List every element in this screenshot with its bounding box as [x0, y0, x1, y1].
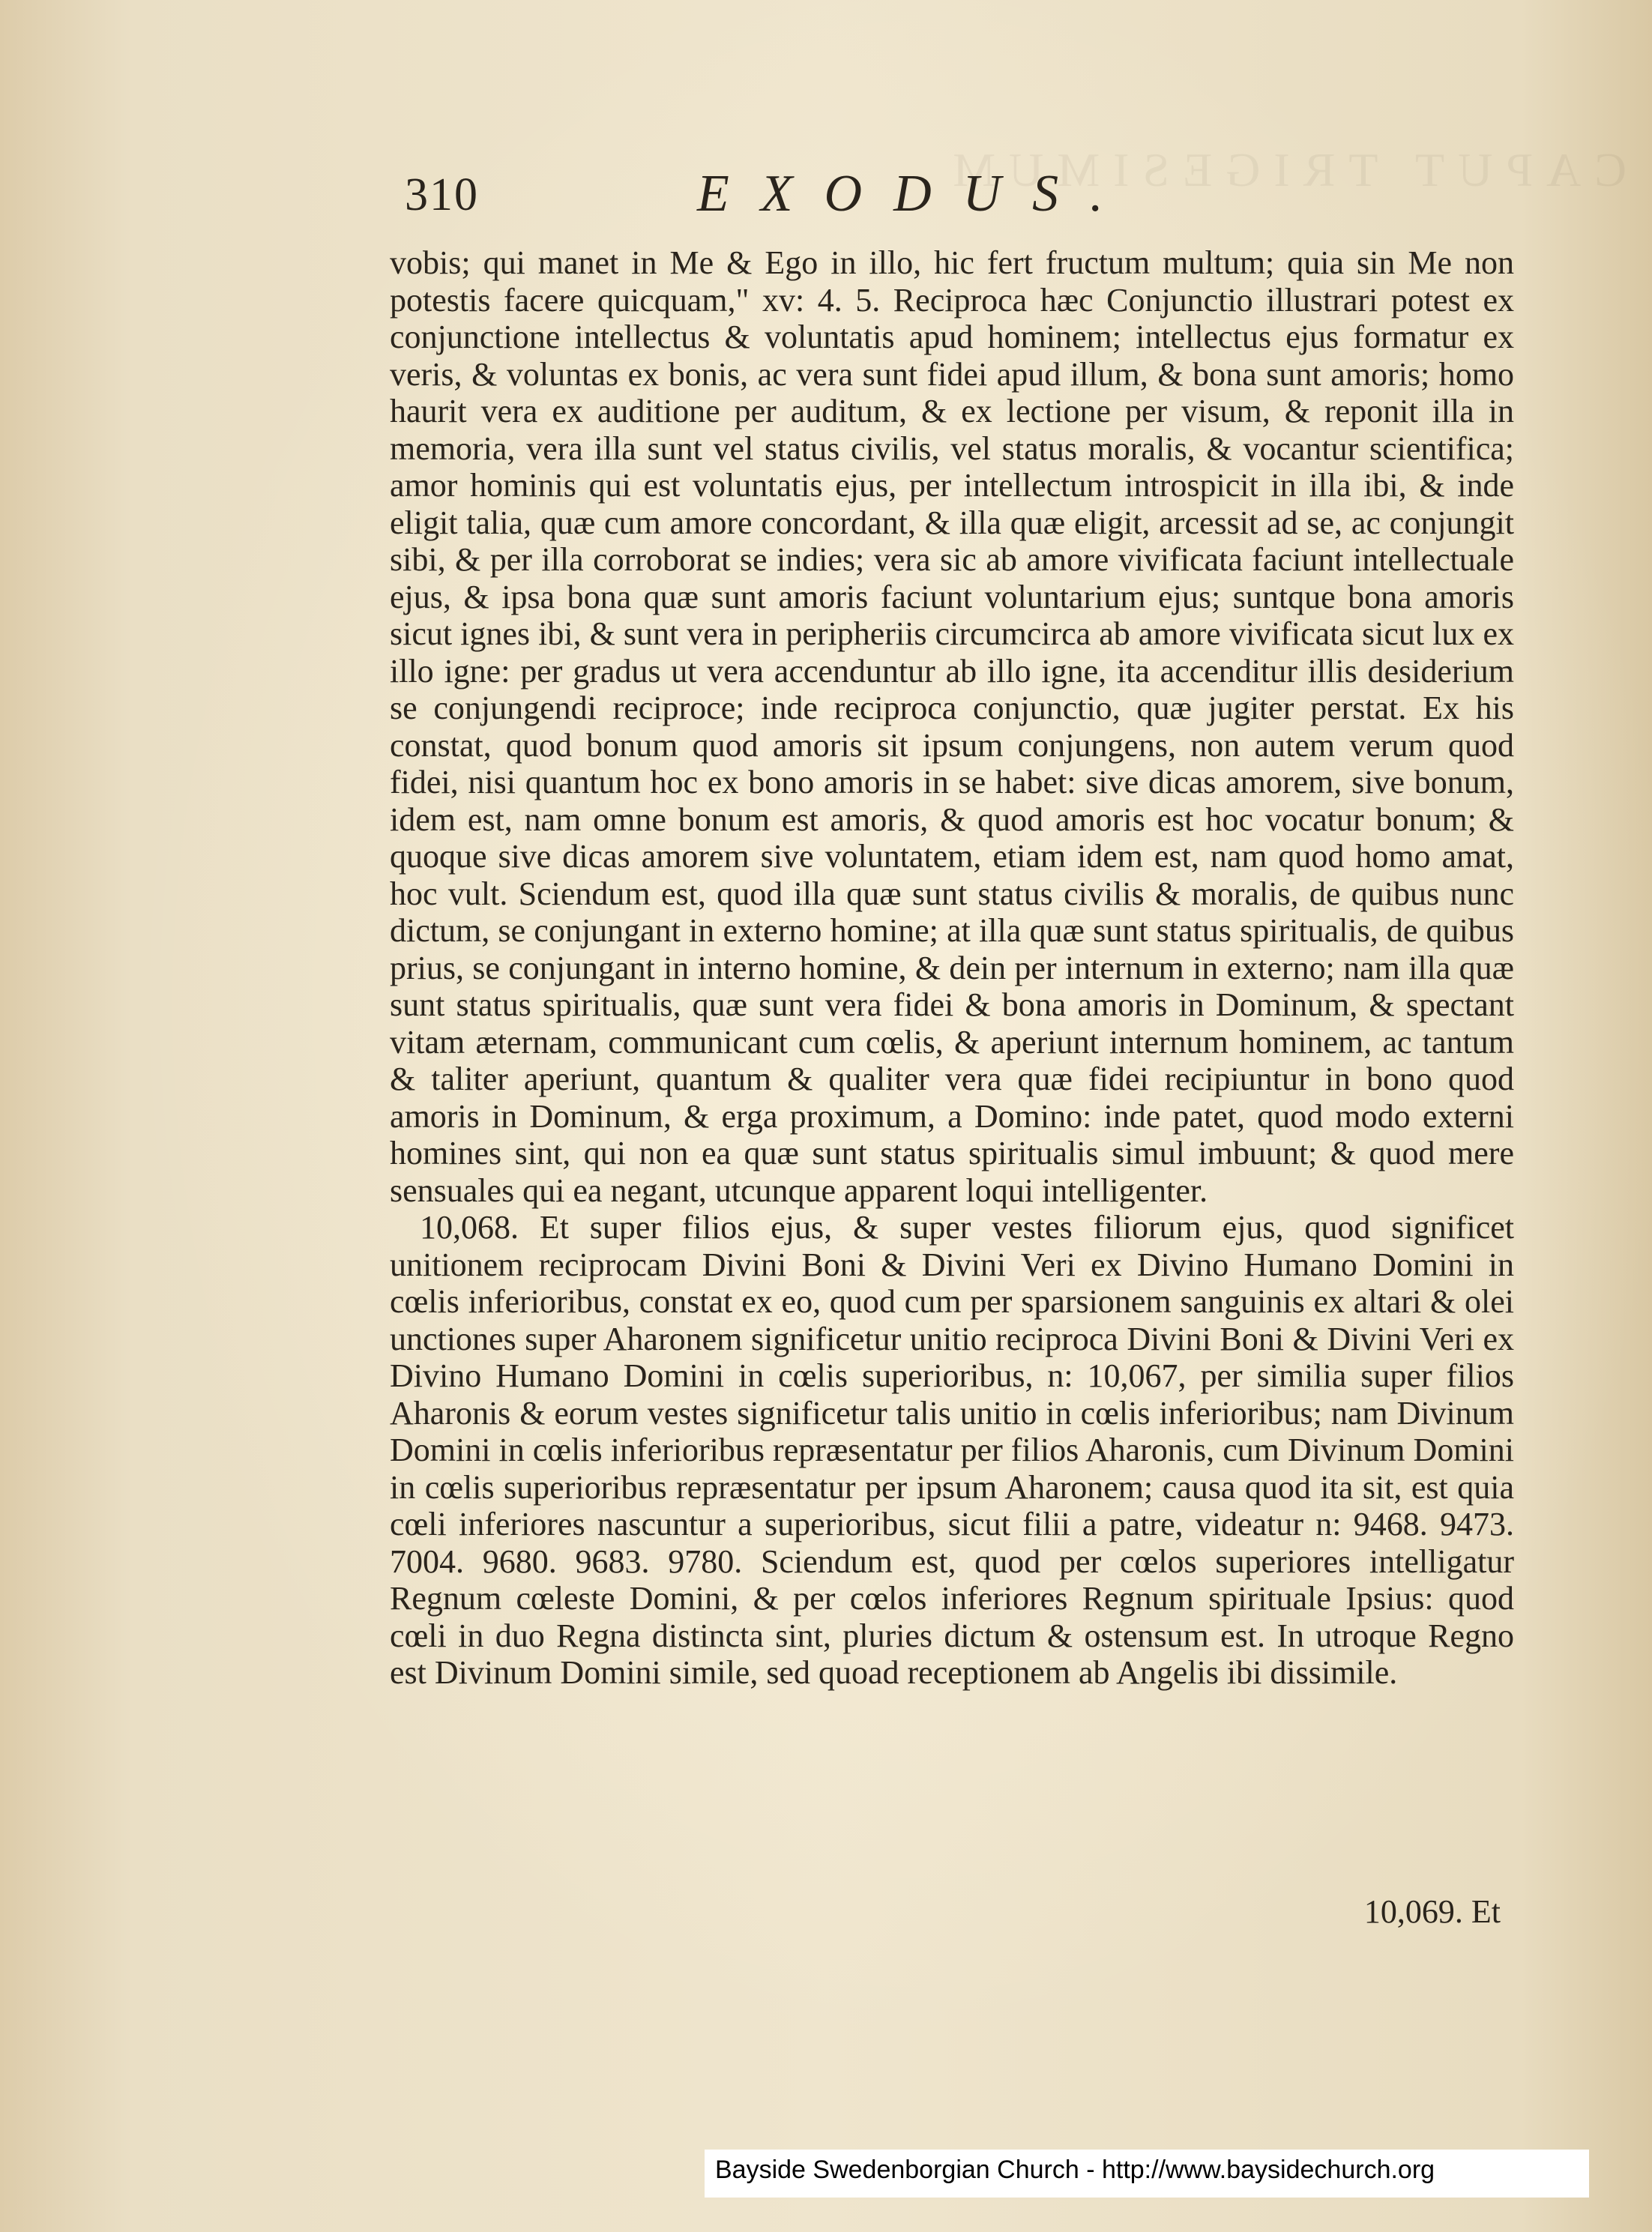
page-header [0, 165, 1652, 236]
page-number: 310 [405, 169, 479, 220]
paragraph-10068: 10,068. Et super filios ejus, & super vestes filiorum ejus, quod significet unitionem reciprocam Divini Boni & Divini Veri ex Divino Humano Domini in cœlis inferioribus, constat ex eo, quod cum per sparsionem sanguinis ex altari & olei unctiones super Aharonem significetur unitio reciproca Divini Boni & Divini Veri ex Divino Humano Domini in cœlis superioribus, n: 10,067, per similia super filios Aharonis & eorum vestes significetur talis unitio in cœlis inferioribus; nam Divinum Domini in cœlis inferioribus repræsentatur per filios Aharonis, cum Divinum Domini in cœlis superioribus repræsentatur per ipsum Aharonem; causa quod ita sit, est quia cœli inferiores nascuntur a superioribus, sicut filii a patre, videatur n: 9468. 9473. 7004. 9680. 9683. 9780. Sciendum est, quod per cœlos superiores intelligatur Regnum cœleste Domini, & per cœlos inferiores Regnum spirituale Ipsius: quod cœli in duo Regna distincta sint, pluries dictum & ostensum est. In utroque Regno est Divinum Domini simile, sed quoad receptionem ab Angelis ibi dissimile. [390, 1209, 1514, 1691]
paragraph-continuation: vobis; qui manet in Me & Ego in illo, hic fert fructum multum; quia sin Me non potestis facere quicquam," xv: 4. 5. Reciproca hæc Conjunctio illustrari potest ex conjunctione intellectus & voluntatis apud hominem; intellectus ejus formatur ex veris, & voluntas ex bonis, ac vera sunt fidei apud illum, & bona sunt amoris; homo haurit vera ex auditione per auditum, & ex lectione per visum, & reponit illa in memoria, vera illa sunt vel status civilis, vel status moralis, & vocantur scientifica; amor hominis qui est voluntatis ejus, per intellectum introspicit in illa ibi, & inde eligit talia, quæ cum amore concordant, & illa quæ eligit, arcessit ad se, ac conjungit sibi, & per illa corroborat se indies; vera sic ab amore vivificata faciunt intellectuale ejus, & ipsa bona quæ sunt amoris faciunt voluntarium ejus; suntque bona amoris sicut ignes ibi, & sunt vera in peripheriis circumcirca ab amore vivificata sicut lux ex illo igne: per gradus ut vera accenduntur ab illo igne, ita accenditur illis desiderium se conjungendi reciproce; inde reciproca conjunctio, quæ jugiter perstat. Ex his constat, quod bonum quod amoris sit ipsum conjungens, non autem verum quod fidei, nisi quantum hoc ex bono amoris in se habet: sive dicas amorem, sive bonum, idem est, nam omne bonum est amoris, & quod amoris est hoc vocatur bonum; & quoque sive dicas amorem sive voluntatem, etiam idem est, nam quod homo amat, hoc vult. Sciendum est, quod illa quæ sunt status civilis & moralis, de quibus nunc dictum, se conjungant in externo homine; at illa quæ sunt status spiritualis, de quibus prius, se conjungant in interno homine, & dein per internum in externo; nam illa quæ sunt status spiritualis, quæ sunt vera fidei & bona amoris in Dominum, & spectant vitam æternam, communicant cum cœlis, & aperiunt internum hominem, ac tantum & taliter aperiunt, quantum & qualiter vera quæ fidei recipiuntur in bono quod amoris in Dominum, & erga proximum, a Domino: inde patet, quod modo externi homines sint, qui non ea quæ sunt status spiritualis simul imbuunt; & quod mere sensuales qui ea negant, utcunque apparent loqui intelligenter. [390, 244, 1514, 1209]
body-text [390, 244, 1514, 1692]
credit-text: Bayside Swedenborgian Church - http://www.baysidechurch.org [715, 2156, 1435, 2184]
running-title: EXODUS. [697, 165, 1135, 223]
catchword: 10,069. Et [1363, 1893, 1501, 1930]
bleed-through-text: CAPUT TRIGESIMUM [939, 143, 1627, 196]
credit-banner [705, 2150, 1589, 2198]
